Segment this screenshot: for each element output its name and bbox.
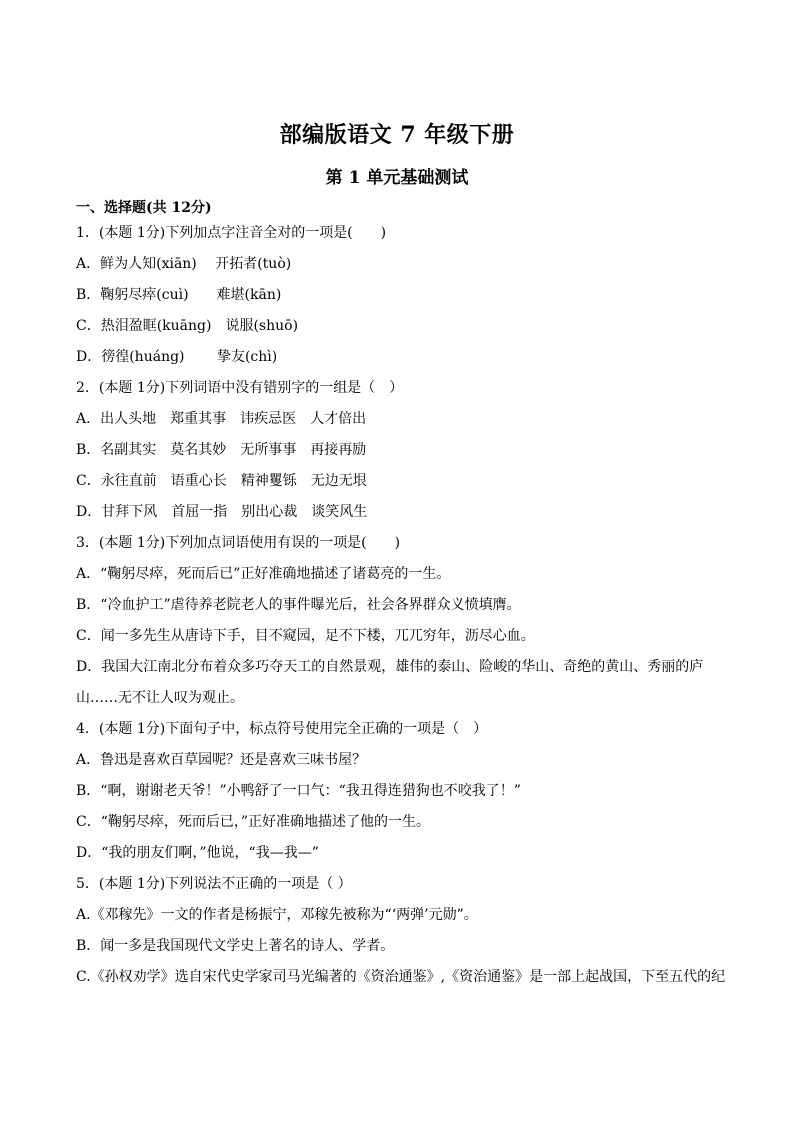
section-heading: 一、选择题(共 12分) — [76, 200, 212, 216]
question-2-option-b: B．名副其实 莫名其妙 无所事事 再接再励 — [76, 442, 367, 458]
question-3-option-d-continued: 山……无不让人叹为观止。 — [76, 690, 244, 706]
question-3-option-c: C．闻一多先生从唐诗下手，目不窥园，足不下楼，兀兀穷年，沥尽心血。 — [76, 628, 535, 644]
question-4-option-b: B．“啊，谢谢老天爷！”小鸭舒了一口气：“我丑得连猎狗也不咬我了！” — [76, 783, 521, 799]
question-3-stem: 3．(本题 1分)下列加点词语使用有误的一项是( ) — [76, 535, 401, 551]
question-4-option-c: C．“鞠躬尽瘁，死而后已，”正好准确地描述了他的一生。 — [76, 814, 431, 830]
question-3-option-a: A．“鞠躬尽瘁，死而后已”正好准确地描述了诸葛亮的一生。 — [76, 566, 451, 582]
question-5-stem: 5．(本题 1分)下列说法不正确的一项是（ ） — [76, 876, 352, 892]
question-1-option-a: A．鲜为人知(xiān) 开拓者(tuò) — [76, 256, 292, 272]
question-1-option-b: B．鞠躬尽瘁(cuì) 难堪(kān) — [76, 287, 282, 303]
question-1-stem: 1．(本题 1分)下列加点字注音全对的一项是( ) — [76, 225, 387, 241]
question-list — [76, 221, 726, 996]
question-2-option-d: D．甘拜下风 首屈一指 别出心裁 谈笑风生 — [76, 504, 368, 520]
question-4-option-a: A．鲁迅是喜欢百草园呢？还是喜欢三味书屋？ — [76, 752, 367, 768]
question-1-option-d: D．徬徨(huáng) 挚友(chì) — [76, 349, 278, 365]
question-5-option-c: C.《孙权劝学》选自宋代史学家司马光编著的《资治通鉴》,《资治通鉴》是一部上起战国，下至五代的纪 — [76, 969, 726, 985]
question-2-stem: 2．(本题 1分)下列词语中没有错别字的一组是（ ） — [76, 380, 404, 396]
question-1-option-c: C．热泪盈眶(kuāng) 说服(shuō) — [76, 318, 299, 334]
question-4-option-d: D．“我的朋友们啊，”他说，“我—我—” — [76, 845, 319, 861]
question-5-option-b: B．闻一多是我国现代文学史上著名的诗人、学者。 — [76, 938, 395, 954]
question-2-option-c: C．永往直前 语重心长 精神矍铄 无边无垠 — [76, 473, 367, 489]
question-2-option-a: A．出人头地 郑重其事 讳疾忌医 人才倍出 — [76, 411, 367, 427]
question-5-option-a: A.《邓稼先》一文的作者是杨振宁，邓稼先被称为“‘两弹’元勋”。 — [76, 907, 478, 923]
question-3-option-d: D．我国大江南北分布着众多巧夺天工的自然景观，雄伟的泰山、险峻的华山、奇绝的黄山、秀丽的庐 — [76, 659, 704, 675]
question-4-stem: 4．(本题 1分)下面句子中，标点符号使用完全正确的一项是（ ） — [76, 721, 488, 737]
document-subtitle: 第 1 单元基础测试 — [325, 168, 469, 188]
question-3-option-b: B．“冷血护工”虐待养老院老人的事件曝光后，社会各界群众义愤填膺。 — [76, 597, 521, 613]
document-title: 部编版语文 7 年级下册 — [279, 122, 515, 148]
